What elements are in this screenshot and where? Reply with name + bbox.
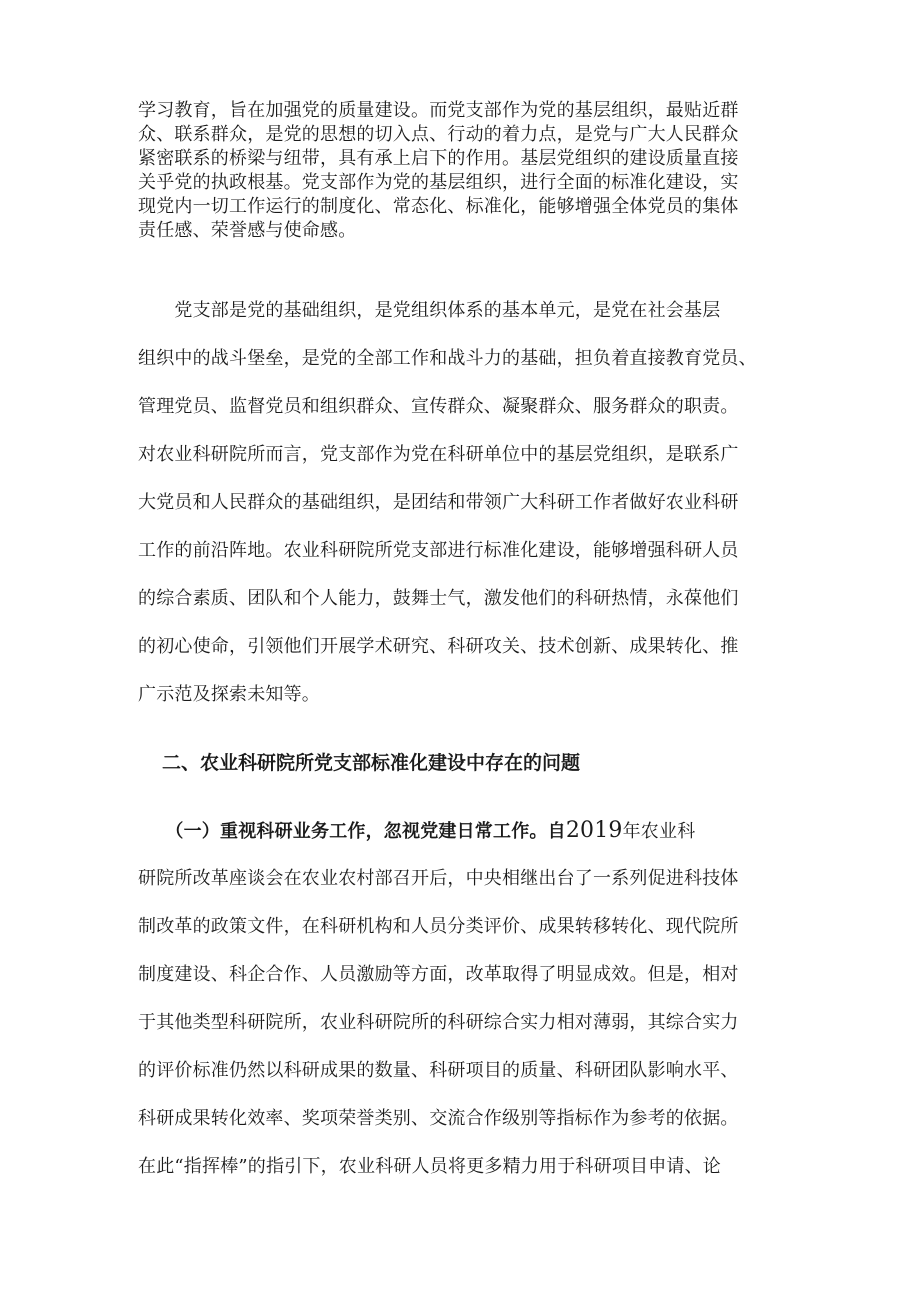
text-line: 的综合素质、团队和个人能力，鼓舞士气，激发他们的科研热情，永葆他们 [138, 588, 739, 609]
text-line: 大党员和人民群众的基础组织，是团结和带领广大科研工作者做好农业科研 [138, 492, 739, 513]
text-line-first [138, 818, 798, 845]
text-line: 工作的前沿阵地。农业科研院所党支部进行标准化建设，能够增强科研人员 [138, 540, 739, 561]
text-line: 党支部是党的基础组织，是党组织体系的基本单元，是党在社会基层 [138, 300, 721, 321]
text-line: 研院所改革座谈会在农业农村部召开后，中央相继出台了一系列促进科技体 [138, 868, 739, 889]
text-fragment: 年农业科 [622, 821, 696, 842]
text-line: 的评价标准仍然以科研成果的数量、科研项目的质量、科研团队影响水平、 [138, 1060, 739, 1081]
text-line: 广示范及探索未知等。 [138, 684, 320, 705]
text-fragment: 自 [547, 821, 566, 842]
text-line: 现党内一切工作运行的制度化、常态化、标准化，能够增强全体党员的集体 [138, 196, 739, 217]
text-line: 管理党员、监督党员和组织群众、宣传群众、凝聚群众、服务群众的职责。 [138, 396, 739, 417]
bold-lead: （一）重视科研业务工作，忽视党建日常工作。 [174, 821, 548, 842]
text-line: 组织中的战斗堡垒，是党的全部工作和战斗力的基础，担负着直接教育党员、 [138, 348, 757, 369]
text-line: 制改革的政策文件，在科研机构和人员分类评价、成果转移转化、现代院所 [138, 916, 739, 937]
year-number: 2019 [565, 818, 623, 843]
text-line: 科研成果转化效率、奖项荣誉类别、交流合作级别等指标作为参考的依据。 [138, 1108, 739, 1129]
text-line: 在此“指挥棒”的指引下，农业科研人员将更多精力用于科研项目申请、论 [138, 1156, 722, 1177]
text-line: 紧密联系的桥梁与纽带，具有承上启下的作用。基层党组织的建设质量直接 [138, 148, 739, 169]
text-line: 对农业科研院所而言，党支部作为党在科研单位中的基层党组织，是联系广 [138, 444, 739, 465]
text-line: 众、联系群众，是党的思想的切入点、行动的着力点，是党与广大人民群众 [138, 124, 739, 145]
section-heading: 二、农业科研院所党支部标准化建设中存在的问题 [162, 752, 581, 774]
text-line: 学习教育，旨在加强党的质量建设。而党支部作为党的基层组织，最贴近群 [138, 100, 739, 121]
text-line: 的初心使命，引领他们开展学术研究、科研攻关、技术创新、成果转化、推 [138, 636, 739, 657]
text-line: 于其他类型科研院所，农业科研院所的科研综合实力相对薄弱，其综合实力 [138, 1012, 739, 1033]
text-line: 制度建设、科企合作、人员激励等方面，改革取得了明显成效。但是，相对 [138, 964, 739, 985]
text-line: 责任感、荣誉感与使命感。 [138, 220, 357, 241]
text-line: 关乎党的执政根基。党支部作为党的基层组织，进行全面的标准化建设，实 [138, 172, 739, 193]
